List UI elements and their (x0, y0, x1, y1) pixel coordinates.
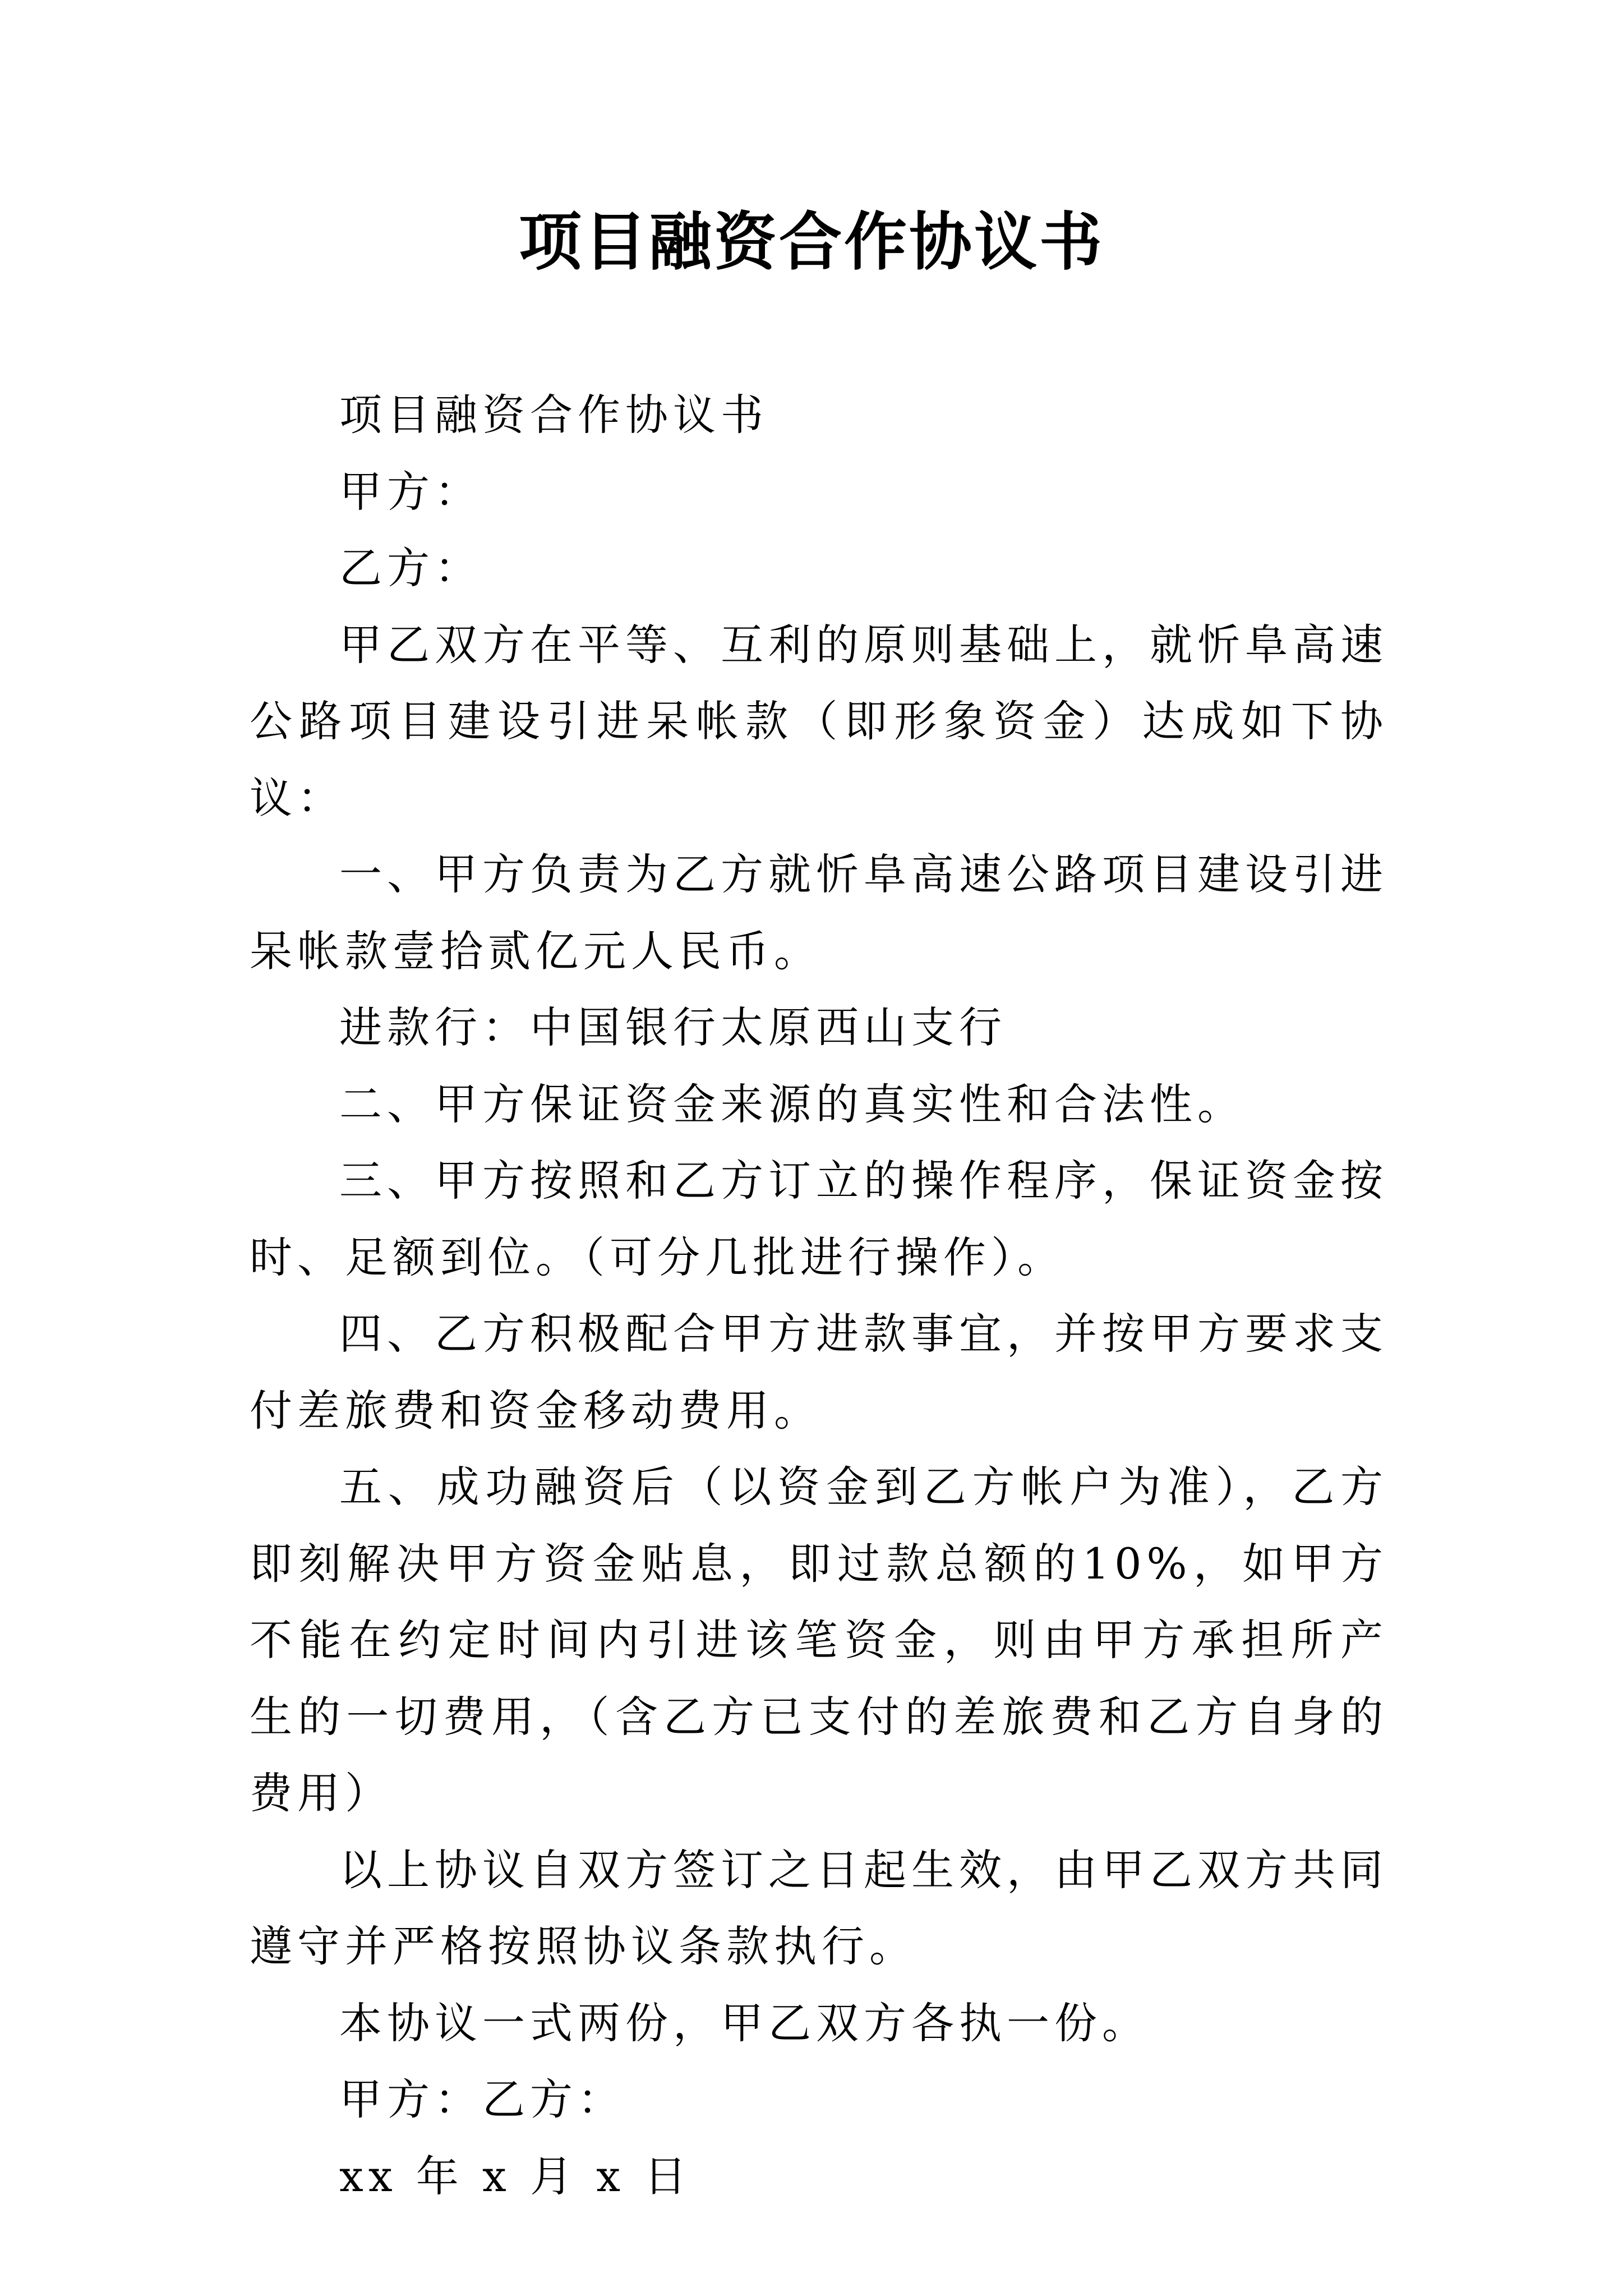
date-line: xx 年 x 月 x 日 (339, 2151, 692, 2201)
signature-parties: 甲方：乙方： (339, 2074, 625, 2124)
effective-clause: 以上协议自双方签订之日起生效，由甲乙双方共同遵守并严格按照协议条款执行。 (250, 1844, 1388, 1971)
document-title: 项目融资合作协议书 (519, 205, 1104, 279)
clause-3: 三、甲方按照和乙方订立的操作程序，保证资金按时、足额到位。（可分几批进行操作）。 (250, 1156, 1388, 1282)
clause-4: 四、乙方积极配合甲方进款事宜，并按甲方要求支付差旅费和资金移动费用。 (250, 1309, 1388, 1435)
clause-5: 五、成功融资后（以资金到乙方帐户为准），乙方即刻解决甲方资金贴息，即过款总额的10%，如甲方不能在约定时间内引进该笔资金，则由甲方承担所产生的一切费用，（含乙方已支付的差旅费和乙方自身的费用） (250, 1462, 1388, 1818)
clause-1: 一、甲方负责为乙方就忻阜高速公路项目建设引进呆帐款壹拾贰亿元人民币。 (250, 849, 1388, 976)
party-a-label: 甲方： (339, 466, 482, 517)
copies-clause: 本协议一式两份，甲乙双方各执一份。 (339, 1998, 1150, 2048)
subtitle-line: 项目融资合作协议书 (339, 390, 768, 440)
clause-2: 二、甲方保证资金来源的真实性和合法性。 (339, 1079, 1245, 1129)
document-body (250, 377, 1388, 2215)
receiving-bank: 进款行：中国银行太原西山支行 (339, 1002, 1007, 1052)
preamble-paragraph: 甲乙双方在平等、互利的原则基础上，就忻阜高速公路项目建设引进呆帐款（即形象资金）达成如下协议： (250, 619, 1388, 823)
party-b-label: 乙方： (339, 543, 482, 593)
